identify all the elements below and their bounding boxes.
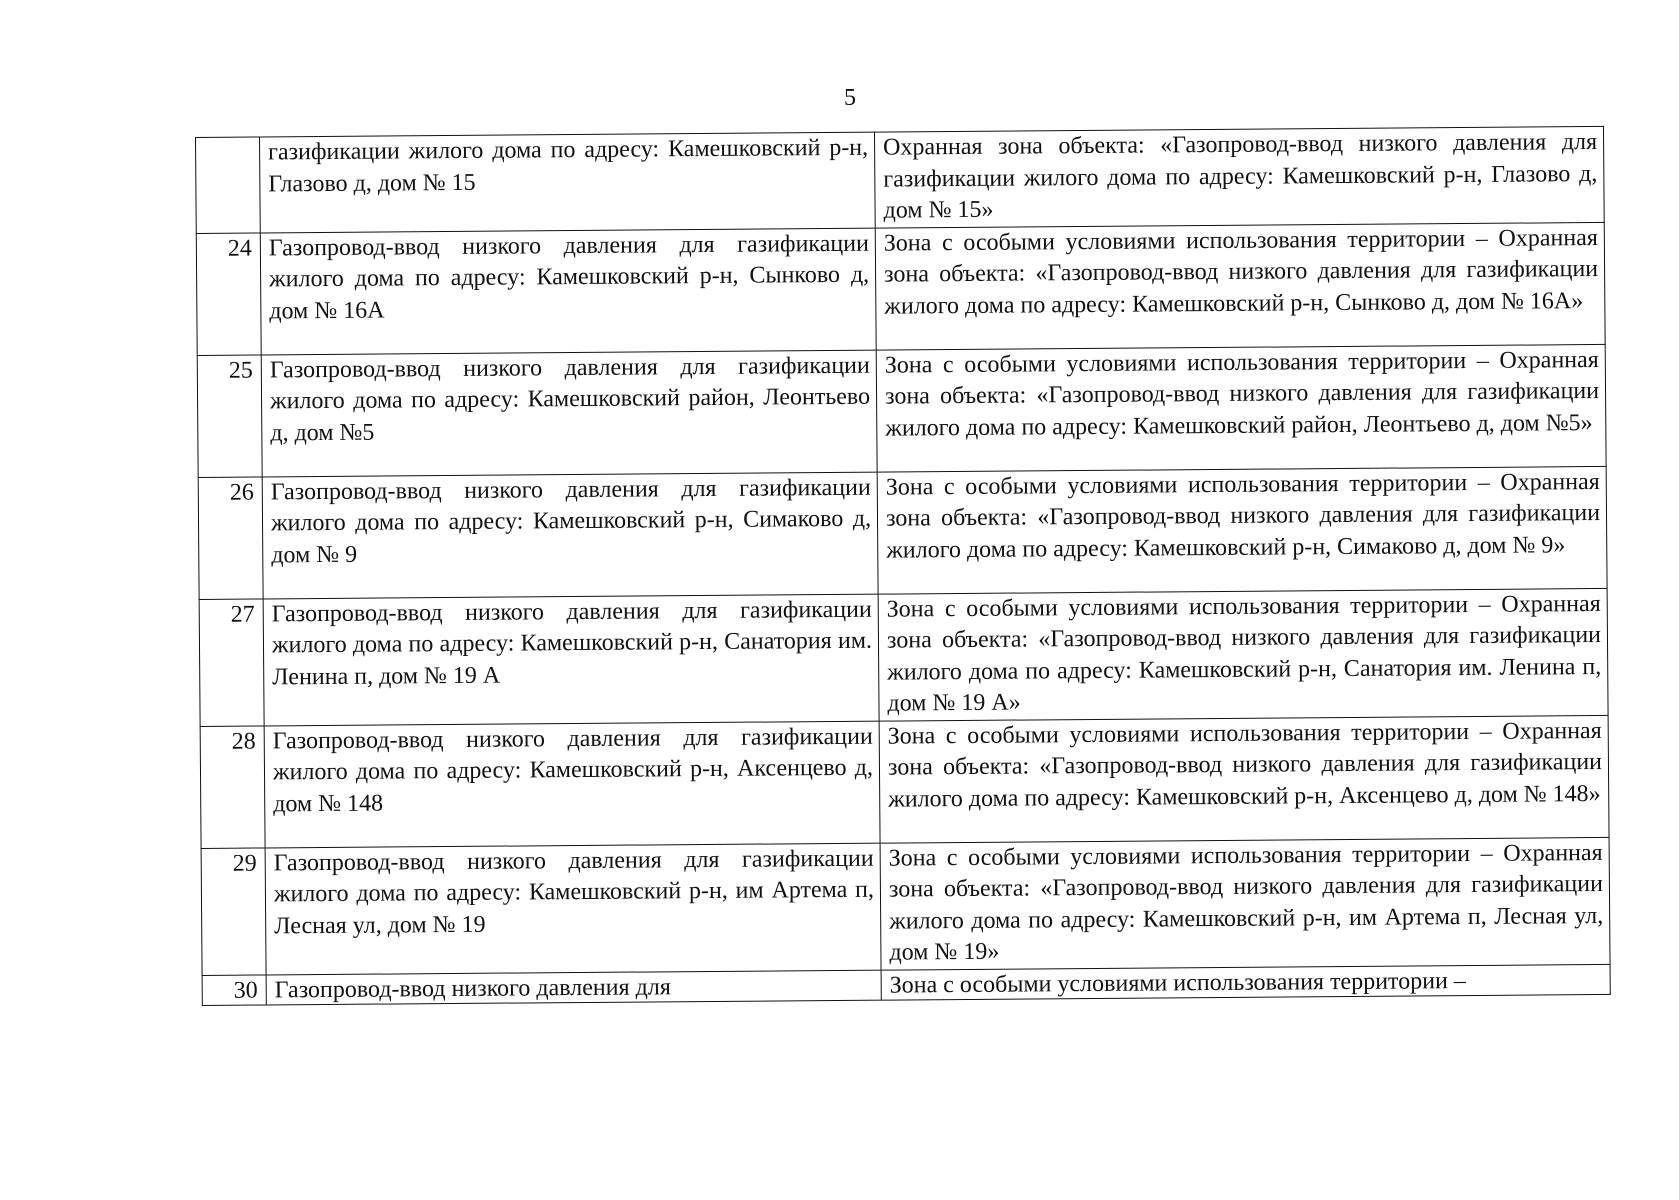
object-description	[266, 970, 881, 1005]
table-row	[198, 466, 1607, 599]
zone-description-text: Зона с особыми условиями использования территории –	[889, 967, 1466, 999]
table-row	[200, 715, 1609, 848]
object-description: Газопровод-ввод низкого давления для газификации жилого дома по адресу: Камешковский район, Леонтьево д, дом №5	[261, 350, 877, 477]
zones-table	[195, 126, 1611, 1006]
table-row	[196, 222, 1605, 355]
object-description: Газопровод-ввод низкого давления для газификации жилого дома по адресу: Камешковский р-н, им Артема п, Лесная ул, дом № 19	[265, 843, 881, 975]
page-number: 5	[844, 85, 856, 111]
row-number: 24	[196, 232, 261, 354]
row-number: 26	[198, 476, 263, 598]
object-description: Газопровод-ввод низкого давления для газификации жилого дома по адресу: Камешковский р-н, Сынково д, дом № 16А	[260, 228, 876, 355]
object-description: Газопровод-ввод низкого давления для газификации жилого дома по адресу: Камешковский р-н, Симаково д, дом № 9	[262, 472, 878, 599]
object-description: Газопровод-ввод низкого давления для газификации жилого дома по адресу: Камешковский р-н, Санатория им. Ленина п, дом № 19 А	[263, 594, 879, 726]
zone-description: Зона с особыми условиями использования территории – Охранная зона объекта: «Газопровод-ввод низкого давления для газификации жилого дома по адресу: Камешковский р-н, Аксенцево д, дом № 148»	[879, 715, 1609, 843]
zone-description: Зона с особыми условиями использования территории – Охранная зона объекта: «Газопровод-ввод низкого давления для газификации жилого дома по адресу: Камешковский р-н, Симаково д, дом № 9»	[877, 466, 1607, 594]
row-number: 28	[200, 725, 265, 847]
row-number: 25	[197, 354, 262, 476]
row-number: 29	[201, 847, 266, 974]
table-row	[197, 344, 1606, 477]
zone-description: Зона с особыми условиями использования территории – Охранная зона объекта: «Газопровод-ввод низкого давления для газификации жилого дома по адресу: Камешковский р-н, Санатория им. Ленина п, дом № 19 А»	[878, 588, 1608, 721]
object-description: газификации жилого дома по адресу: Камешковский р-н, Глазово д, дом № 15	[260, 132, 876, 232]
row-number-text: 30	[233, 977, 258, 1004]
object-description: Газопровод-ввод низкого давления для газификации жилого дома по адресу: Камешковский р-н, Аксенцево д, дом № 148	[264, 721, 880, 848]
zone-description	[881, 964, 1610, 1000]
object-description-text: Газопровод-ввод низкого давления для	[274, 973, 671, 1003]
zone-description: Охранная зона объекта: «Газопровод-ввод низкого давления для газификации жилого дома по адресу: Камешковский р-н, Глазово д, дом № 15»	[874, 126, 1604, 227]
zone-description: Зона с особыми условиями использования территории – Охранная зона объекта: «Газопровод-ввод низкого давления для газификации жилого дома по адресу: Камешковский район, Леонтьево д, дом №5»	[876, 344, 1606, 472]
row-number	[202, 974, 266, 1005]
table-row	[199, 588, 1608, 726]
zone-description: Зона с особыми условиями использования территории – Охранная зона объекта: «Газопровод-ввод низкого давления для газификации жилого дома по адресу: Камешковский р-н, им Артема п, Лесная ул, дом № 19»	[880, 837, 1610, 970]
table-row	[196, 126, 1605, 233]
zone-description: Зона с особыми условиями использования территории – Охранная зона объекта: «Газопровод-ввод низкого давления для газификации жилого дома по адресу: Камешковский р-н, Сынково д, дом № 16А»	[875, 222, 1605, 350]
row-number	[196, 137, 261, 233]
row-number: 27	[199, 598, 264, 725]
table-row	[201, 837, 1610, 975]
